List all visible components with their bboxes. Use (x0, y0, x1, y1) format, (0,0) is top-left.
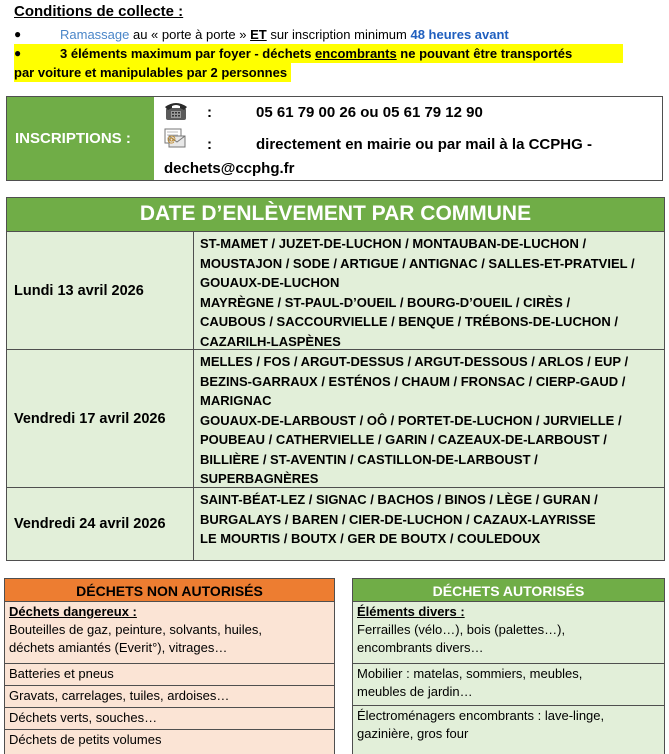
schedule-row (6, 488, 665, 561)
schedule-row (6, 232, 665, 350)
row-date: Vendredi 17 avril 2026 (7, 350, 194, 487)
row-date: Vendredi 24 avril 2026 (7, 488, 194, 560)
row-date: Lundi 13 avril 2026 (7, 232, 194, 349)
not-allowed-dangerous: Déchets dangereux : Bouteilles de gaz, peinture, solvants, huiles, déchets amiantés (Everit°), vitrages… (4, 602, 335, 664)
row-towns: ST-MAMET / JUZET-DE-LUCHON / MONTAUBAN-DE-LUCHON / MOUSTAJON / SODE / ARTIGUE / ANTIGNAC / SALLES-ET-PRATVIEL / GOUAUX-DE-LUCHON MAYRÈGNE / ST-PAUL-D’OUEIL / BOURG-D’OUEIL / CIRÈS / CAUBOUS / SACCOURVIELLE / BENQUE / TRÉBONS-DE-LUCHON / CAZARILH-LASPÈNES (200, 236, 635, 349)
phone-icon (164, 100, 188, 122)
schedule-title: DATE D’ENLÈVEMENT PAR COMMUNE (6, 197, 665, 232)
ramassage-text: Ramassage (60, 27, 130, 42)
allowed-title: DÉCHETS AUTORISÉS (352, 578, 665, 602)
bullet-icon: ● (14, 46, 22, 60)
phone-colon: : (207, 104, 212, 121)
allowed-various: Éléments divers : Ferrailles (vélo…), bois (palettes…), encombrants divers… (352, 602, 665, 664)
mail-icon (164, 127, 186, 149)
not-allowed-title: DÉCHETS NON AUTORISÉS (4, 578, 335, 602)
allowed-furniture: Mobilier : matelas, sommiers, meubles, meubles de jardin… (352, 664, 665, 706)
hours-text: 48 heures avant (410, 27, 509, 42)
bullet-icon: ● (14, 27, 22, 41)
et-text: ET (250, 27, 267, 42)
mail-line-1: directement en mairie ou par mail à la CCPHG - (256, 136, 592, 153)
mail-line-2: dechets@ccphg.fr (164, 160, 295, 177)
not-allowed-item: Déchets verts, souches… (4, 708, 335, 730)
phone-numbers: 05 61 79 00 26 ou 05 61 79 12 90 (256, 104, 483, 121)
condition-bullet-collection: ● Ramassage au « porte à porte » ET sur inscription minimum 48 heures avant (14, 27, 509, 42)
conditions-title: Conditions de collecte : (14, 3, 184, 20)
not-allowed-item: Batteries et pneus (4, 664, 335, 686)
not-allowed-item: Déchets de petits volumes (4, 730, 335, 754)
svg-text:@: @ (167, 135, 176, 145)
not-allowed-item: Gravats, carrelages, tuiles, ardoises… (4, 686, 335, 708)
row-towns: MELLES / FOS / ARGUT-DESSUS / ARGUT-DESSOUS / ARLOS / EUP / BEZINS-GARRAUX / ESTÉNOS / CHAUM / FRONSAC / CIERP-GAUD / MARIGNAC GOUAUX-DE-LARBOUST / OÔ / PORTET-DE-LUCHON / JURVIELLE / POUBEAU / CATHERVIELLE / GARIN / CAZEAUX-DE-LARBOUST / BILLIÈRE / ST-AVENTIN / CASTILLON-DE-LARBOUST / SUPERBAGNÈRES (200, 354, 629, 486)
schedule-row (6, 350, 665, 488)
mail-colon: : (207, 136, 212, 153)
allowed-appliances: Électroménagers encombrants : lave-linge, gazinière, gros four (352, 706, 665, 754)
inscriptions-label: INSCRIPTIONS : (7, 97, 154, 180)
row-towns: SAINT-BÉAT-LEZ / SIGNAC / BACHOS / BINOS / LÈGE / GURAN / BURGALAYS / BAREN / CIER-DE-LUCHON / CAZAUX-LAYRISSE LE MOURTIS / BOUTX / GER DE BOUTX / COULEDOUX (200, 492, 598, 546)
